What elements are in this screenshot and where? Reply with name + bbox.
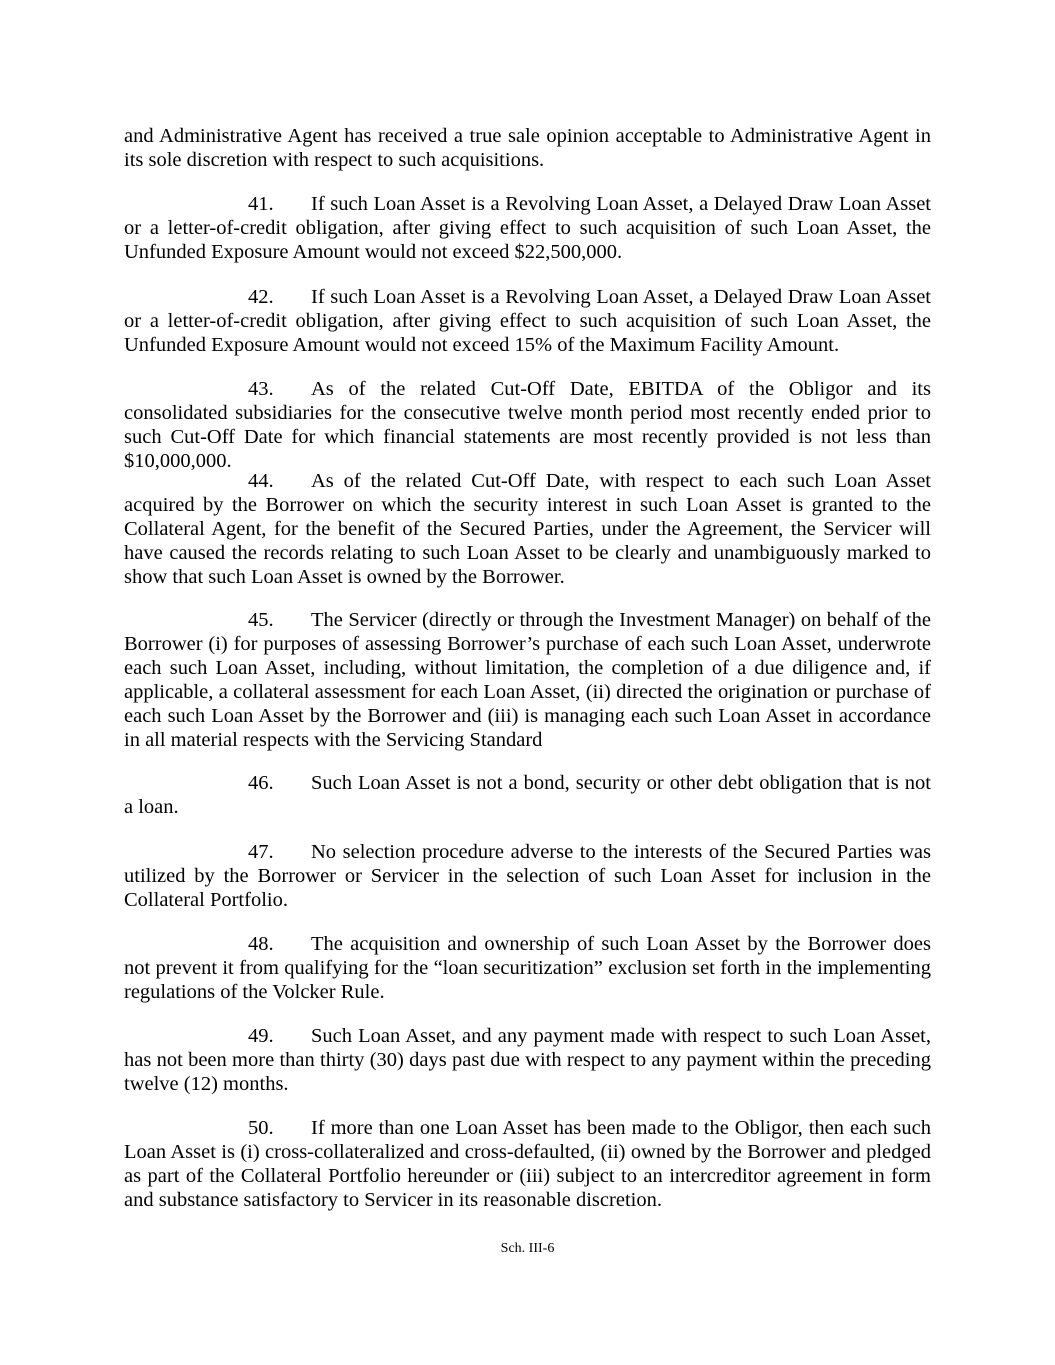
paragraph-text: Such Loan Asset, and any payment made with respect to such Loan Asset, has not been more than thirty (30) days past due with respect to any payment within the preceding twelve (12) months. bbox=[124, 1025, 931, 1095]
page-footer: Sch. III-6 bbox=[500, 1241, 555, 1256]
paragraph-number: 47. bbox=[248, 841, 274, 863]
paragraph-text: The Servicer (directly or through the Investment Manager) on behalf of the Borrower (i) for purposes of assessing Borrower’s purchase of each such Loan Asset, underwrote each such Loan Asset, including, without limitation, the completion of a due diligence and, if applicable, a collateral assessment for each Loan Asset, (ii) directed the origination or purchase of each such Loan Asset by the Borrower and (iii) is managing each such Loan Asset in accordance in all material respects with the Servicing Standard bbox=[124, 609, 931, 751]
paragraph-number: 46. bbox=[248, 772, 274, 794]
paragraph-number: 49. bbox=[248, 1025, 274, 1047]
paragraph-text: If more than one Loan Asset has been made to the Obligor, then each such Loan Asset is (i) cross-collateralized and cross-defaulted, (ii) owned by the Borrower and pledged as part of the Collateral Portfolio hereunder or (iii) subject to an intercreditor agreement in form and substance satisfactory to Servicer in its reasonable discretion. bbox=[124, 1117, 931, 1211]
paragraph-42 bbox=[124, 285, 931, 357]
paragraph-number: 45. bbox=[248, 609, 274, 631]
paragraph-44 bbox=[124, 469, 931, 589]
paragraph-number: 41. bbox=[248, 193, 274, 215]
paragraph-text: As of the related Cut-Off Date, with respect to each such Loan Asset acquired by the Borrower on which the security interest in such Loan Asset is granted to the Collateral Agent, for the benefit of the Secured Parties, under the Agreement, the Servicer will have caused the records relating to such Loan Asset to be clearly and unambiguously marked to show that such Loan Asset is owned by the Borrower. bbox=[124, 470, 931, 588]
paragraph-number: 43. bbox=[248, 378, 274, 400]
paragraph-49 bbox=[124, 1024, 931, 1096]
paragraph-text: As of the related Cut-Off Date, EBITDA of the Obligor and its consolidated subsidiaries for the consecutive twelve month period most recently ended prior to such Cut-Off Date for which financial statements are most recently provided is not less than $10,000,000. bbox=[124, 378, 931, 472]
paragraph-text: Such Loan Asset is not a bond, security or other debt obligation that is not a loan. bbox=[124, 772, 931, 818]
paragraph-number: 48. bbox=[248, 933, 274, 955]
paragraph-50 bbox=[124, 1116, 931, 1212]
paragraph-43 bbox=[124, 377, 931, 473]
paragraph-text: If such Loan Asset is a Revolving Loan Asset, a Delayed Draw Loan Asset or a letter-of-credit obligation, after giving effect to such acquisition of such Loan Asset, the Unfunded Exposure Amount would not exceed $22,500,000. bbox=[124, 193, 931, 263]
paragraph-number: 50. bbox=[248, 1117, 274, 1139]
paragraph-48 bbox=[124, 932, 931, 1004]
paragraph-46 bbox=[124, 771, 931, 819]
paragraph-number: 42. bbox=[248, 286, 274, 308]
paragraph-number: 44. bbox=[248, 470, 274, 492]
paragraph-text: The acquisition and ownership of such Loan Asset by the Borrower does not prevent it from qualifying for the “loan securitization” exclusion set forth in the implementing regulations of the Volcker Rule. bbox=[124, 933, 931, 1003]
paragraph-47 bbox=[124, 840, 931, 912]
paragraph-text: If such Loan Asset is a Revolving Loan Asset, a Delayed Draw Loan Asset or a letter-of-credit obligation, after giving effect to such acquisition of such Loan Asset, the Unfunded Exposure Amount would not exceed 15% of the Maximum Facility Amount. bbox=[124, 286, 931, 356]
intro-paragraph: and Administrative Agent has received a true sale opinion acceptable to Administrative Agent in its sole discretion with respect to such acquisitions. bbox=[124, 125, 931, 171]
paragraph-45 bbox=[124, 608, 931, 752]
paragraph-text: No selection procedure adverse to the interests of the Secured Parties was utilized by the Borrower or Servicer in the selection of such Loan Asset for inclusion in the Collateral Portfolio. bbox=[124, 841, 931, 911]
paragraph-41 bbox=[124, 192, 931, 264]
